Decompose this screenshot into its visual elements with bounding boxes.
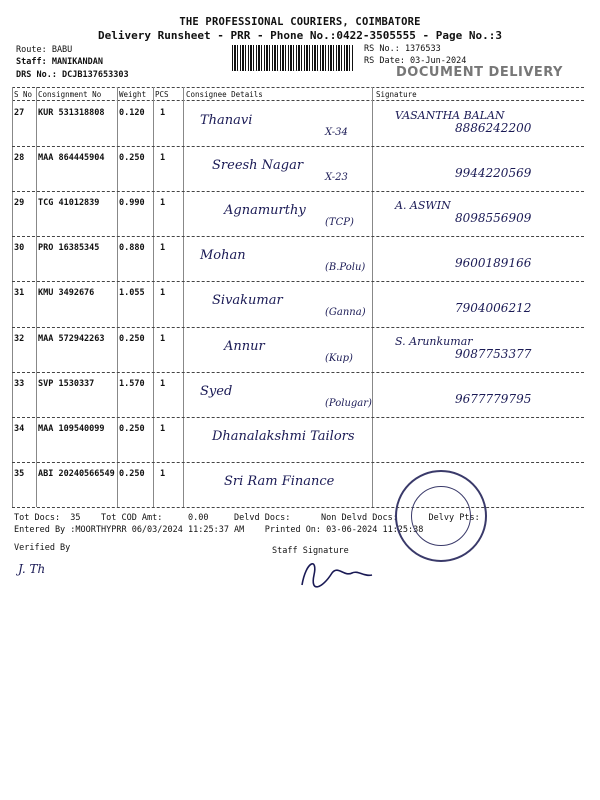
route-label: Route: BABU: [16, 45, 73, 55]
row-separator: [12, 236, 584, 237]
row-weight: 0.250: [119, 423, 145, 434]
row-weight: 0.880: [119, 243, 145, 254]
rs-number: RS No.: 1376533: [364, 44, 441, 54]
row-weight: 0.250: [119, 468, 145, 479]
footer-entered: Entered By :MOORTHYPRR 06/03/2024 11:25:37 AM Printed On: 03-06-2024 11:25:38: [14, 525, 424, 535]
row-phone-handwriting: 9087753377: [455, 346, 532, 361]
row-consignment-no: ABI 20240566549: [38, 468, 115, 479]
row-consignee-handwriting: Syed: [200, 383, 233, 399]
verified-by-label: Verified By: [14, 543, 71, 553]
col-header-pcs: PCS: [155, 90, 169, 99]
row-sno: 29: [14, 198, 25, 209]
row-consignee-handwriting: Sivakumar: [212, 293, 283, 309]
row-consignee-handwriting: Dhanalakshmi Tailors: [212, 428, 355, 444]
col-divider: [36, 87, 37, 507]
company-title: THE PROFESSIONAL COURIERS, COIMBATORE: [179, 16, 421, 28]
row-separator: [12, 146, 584, 147]
row-consignee-area: (Ganna): [325, 307, 366, 319]
row-weight: 0.120: [119, 108, 145, 118]
row-sno: 28: [14, 153, 25, 164]
row-consignment-no: MAA 864445904: [38, 153, 105, 164]
row-separator: [12, 281, 584, 282]
row-weight: 1.570: [119, 378, 145, 389]
staff-signature-scribble: [292, 555, 382, 591]
row-pcs: 1: [160, 468, 166, 479]
row-pcs: 1: [160, 288, 166, 299]
row-sno: 32: [14, 333, 25, 344]
col-header-consignment: Consignment No: [38, 90, 102, 99]
col-divider: [153, 87, 154, 507]
row-signature-handwriting: VASANTHA BALAN: [395, 109, 505, 122]
header-separator: [12, 100, 584, 101]
row-weight: 0.250: [119, 153, 145, 164]
col-header-weight: Weight: [119, 90, 147, 99]
row-consignee-area: (Kup): [325, 352, 353, 364]
col-header-consignee: Consignee Details: [186, 90, 263, 99]
row-consignee-handwriting: Sri Ram Finance: [224, 473, 335, 489]
row-phone-handwriting: 7904006212: [455, 301, 532, 316]
col-header-signature: Signature: [376, 90, 417, 99]
table-top-border: [12, 87, 584, 88]
row-sno: 30: [14, 243, 25, 254]
col-divider: [372, 87, 373, 507]
row-signature-handwriting: S. Arunkumar: [395, 334, 473, 348]
barcode-image: [232, 45, 354, 71]
row-consignment-no: SVP 1530337: [38, 378, 95, 389]
row-consignee-area: X-23: [325, 172, 348, 184]
row-pcs: 1: [160, 198, 166, 209]
rs-date: RS Date: 03-Jun-2024: [364, 56, 467, 66]
col-divider: [117, 87, 118, 507]
row-weight: 1.055: [119, 288, 145, 299]
footer-totals: Tot Docs: 35 Tot COD Amt: 0.00 Delvd Docs: Non Delvd Docs: Delvy Pts:: [14, 513, 480, 523]
row-signature-handwriting: A. ASWIN: [395, 199, 451, 213]
table-bottom-border: [12, 507, 584, 508]
row-consignment-no: TCG 41012839: [38, 198, 100, 209]
row-sno: 27: [14, 108, 25, 118]
row-consignment-no: KUR 531318808: [38, 108, 105, 118]
row-consignee-handwriting: Mohan: [200, 248, 246, 264]
row-phone-handwriting: 8886242200: [455, 121, 532, 135]
row-separator: [12, 417, 584, 418]
col-divider: [12, 87, 13, 507]
document-delivery-stamp: DOCUMENT DELIVERY: [396, 65, 563, 80]
row-consignment-no: KMU 3492676: [38, 288, 95, 299]
staff-signature-label: Staff Signature: [272, 546, 349, 556]
row-phone-handwriting: 9677779795: [455, 391, 532, 406]
row-phone-handwriting: 9600189166: [455, 256, 532, 271]
row-pcs: 1: [160, 333, 166, 344]
company-seal-inner: [411, 486, 471, 546]
col-header-sno: S No: [14, 90, 33, 99]
verified-signature: J. Th: [18, 562, 46, 576]
runsheet-title: Delivery Runsheet - PRR - Phone No.:0422-3505555 - Page No.:3: [98, 29, 502, 42]
row-sno: 31: [14, 288, 25, 299]
row-pcs: 1: [160, 243, 166, 254]
row-sno: 34: [14, 423, 25, 434]
row-separator: [12, 462, 584, 463]
row-sno: 35: [14, 468, 25, 479]
row-consignee-area: (B.Polu): [325, 262, 366, 274]
row-consignee-area: X-34: [325, 127, 348, 138]
col-divider: [183, 87, 184, 507]
row-consignee-handwriting: Agnamurthy: [224, 203, 306, 219]
row-phone-handwriting: 9944220569: [455, 166, 532, 181]
row-pcs: 1: [160, 423, 166, 434]
row-consignment-no: MAA 572942263: [38, 333, 105, 344]
row-phone-handwriting: 8098556909: [455, 211, 532, 226]
row-pcs: 1: [160, 153, 166, 164]
row-consignment-no: PRO 16385345: [38, 243, 100, 254]
row-consignee-area: (Polugar): [325, 397, 372, 409]
row-weight: 0.250: [119, 333, 145, 344]
row-consignee-handwriting: Annur: [224, 338, 265, 354]
row-consignee-handwriting: Sreesh Nagar: [212, 158, 304, 174]
row-separator: [12, 327, 584, 328]
row-pcs: 1: [160, 108, 166, 118]
row-pcs: 1: [160, 378, 166, 389]
row-weight: 0.990: [119, 198, 145, 209]
row-sno: 33: [14, 378, 25, 389]
staff-label: Staff: MANIKANDAN: [16, 57, 103, 67]
row-consignment-no: MAA 109540099: [38, 423, 105, 434]
drs-number: DRS No.: DCJB137653303: [16, 70, 129, 80]
row-separator: [12, 191, 584, 192]
row-consignee-area: (TCP): [325, 217, 354, 229]
company-seal: [395, 470, 487, 562]
row-consignee-handwriting: Thanavi: [200, 113, 253, 128]
row-separator: [12, 372, 584, 373]
